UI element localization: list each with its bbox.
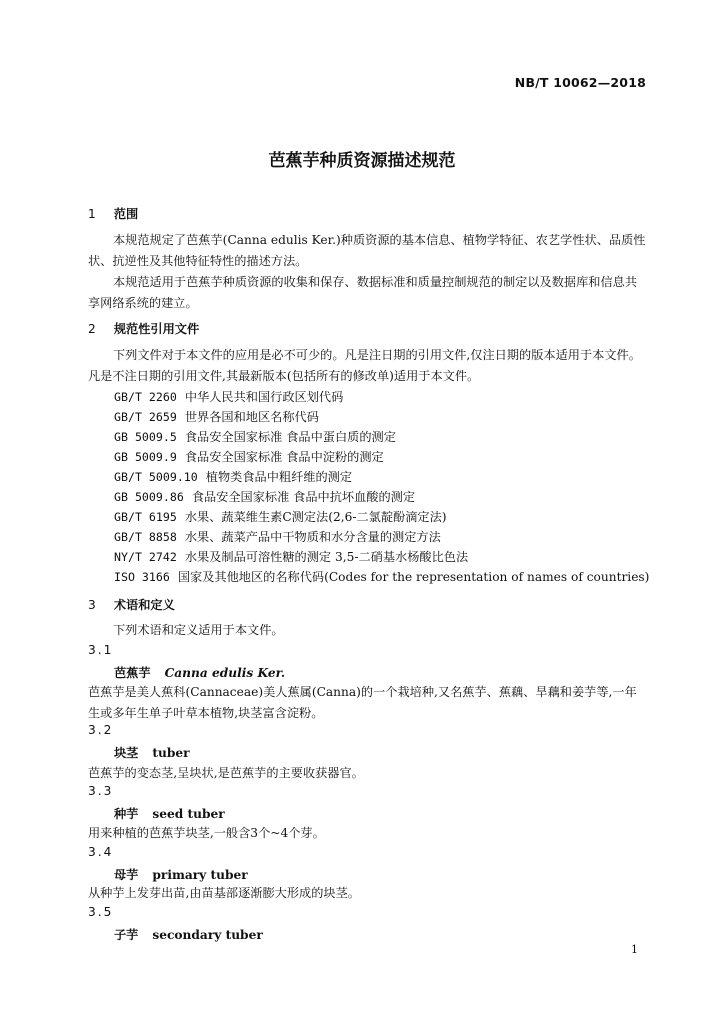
section-1-heading (88, 205, 138, 223)
section-number: 1 (88, 207, 96, 221)
reference-item (114, 408, 319, 426)
term-english: tuber (152, 746, 190, 760)
reference-title: 水果、蔬菜产品中干物质和水分含量的测定方法 (184, 530, 441, 544)
term-chinese: 种芋 (114, 807, 139, 821)
standard-code: NB/T 10062—2018 (514, 75, 646, 90)
term-english: Canna edulis Ker. (164, 666, 286, 680)
section-title: 范围 (113, 207, 139, 221)
reference-code: NY/T 2742 (114, 550, 177, 564)
section-number: 2 (88, 322, 96, 336)
reference-item (114, 448, 384, 466)
section-2-intro: 下列文件对于本文件的应用是必不可少的。凡是注日期的引用文件,仅注日期的版本适用于本文件。凡是不注日期的引用文件,其最新版本(包括所有的修改单)适用于本文件。 (88, 348, 641, 383)
reference-title: 植物类食品中粗纤维的测定 (205, 470, 353, 484)
reference-title: 水果及制品可溶性糖的测定 3,5-二硝基水杨酸比色法 (184, 550, 469, 564)
section-number: 3 (88, 598, 96, 612)
clause-number: 3.5 (88, 905, 114, 919)
term-chinese: 母芋 (114, 868, 139, 882)
reference-code: GB 5009.9 (114, 450, 177, 464)
term-definition: 从种芋上发芽出苗,由苗基部逐渐膨大形成的块茎。 (88, 886, 360, 900)
reference-code: GB 5009.86 (114, 490, 184, 504)
clause-number: 3.3 (88, 784, 114, 798)
reference-item (114, 388, 343, 406)
reference-code: ISO 3166 (114, 570, 170, 584)
term-chinese: 芭蕉芋 (114, 666, 151, 680)
section-title: 术语和定义 (113, 598, 175, 612)
term-entry (114, 664, 285, 681)
reference-code: GB/T 2260 (114, 390, 177, 404)
reference-code: GB/T 8858 (114, 530, 177, 544)
reference-code: GB/T 2659 (114, 410, 177, 424)
section-3-heading (88, 596, 175, 614)
term-definition: 芭蕉芋是美人蕉科(Cannaceae)美人蕉属(Canna)的一个栽培种,又名蕉芋、蕉藕、旱藕和姜芋等,一年生或多年生单子叶草本植物,块茎富含淀粉。 (88, 685, 637, 720)
term-english: secondary tuber (152, 928, 263, 942)
clause-number: 3.2 (88, 723, 114, 737)
reference-item (114, 428, 396, 446)
reference-item (114, 488, 415, 506)
reference-code: GB 5009.5 (114, 430, 177, 444)
page-number: 1 (631, 943, 638, 956)
reference-title: 国家及其他地区的名称代码(Codes for the representation of names of countries) (177, 570, 650, 584)
reference-title: 世界各国和地区名称代码 (184, 410, 319, 424)
section-1-paragraph-1: 本规范规定了芭蕉芋(Canna edulis Ker.)种质资源的基本信息、植物学特征、农艺学性状、品质性状、抗逆性及其他特征特性的描述方法。 (88, 233, 646, 268)
reference-title: 水果、蔬菜维生素C测定法(2,6-二氯靛酚滴定法) (184, 510, 447, 524)
document-title: 芭蕉芋种质资源描述规范 (268, 151, 456, 171)
reference-item (114, 548, 468, 566)
reference-title: 食品安全国家标准 食品中抗坏血酸的测定 (191, 490, 416, 504)
reference-code: GB/T 6195 (114, 510, 177, 524)
term-entry (114, 805, 225, 822)
term-chinese: 块茎 (114, 746, 139, 760)
clause-number: 3.1 (88, 643, 114, 657)
section-2-heading (88, 320, 199, 338)
reference-code: GB/T 5009.10 (114, 470, 198, 484)
clause-number: 3.4 (88, 845, 114, 859)
reference-item (114, 508, 447, 526)
term-entry (114, 926, 263, 943)
reference-title: 食品安全国家标准 食品中蛋白质的测定 (184, 430, 396, 444)
section-1-paragraph-2: 本规范适用于芭蕉芋种质资源的收集和保存、数据标准和质量控制规范的制定以及数据库和信息共享网络系统的建立。 (88, 275, 638, 310)
section-3-intro: 下列术语和定义适用于本文件。 (113, 623, 284, 637)
term-definition: 用来种植的芭蕉芋块茎,一般含3个~4个芽。 (88, 826, 325, 840)
term-english: primary tuber (152, 868, 248, 882)
reference-title: 中华人民共和国行政区划代码 (184, 390, 344, 404)
term-definition: 芭蕉芋的变态茎,呈块状,是芭蕉芋的主要收获器官。 (88, 766, 364, 780)
term-entry (114, 744, 190, 761)
reference-item (114, 528, 441, 546)
term-entry (114, 866, 248, 883)
section-title: 规范性引用文件 (113, 322, 200, 336)
term-chinese: 子芋 (114, 928, 139, 942)
reference-title: 食品安全国家标准 食品中淀粉的测定 (184, 450, 384, 464)
term-english: seed tuber (152, 807, 225, 821)
reference-item (114, 468, 352, 486)
reference-item (114, 568, 649, 586)
